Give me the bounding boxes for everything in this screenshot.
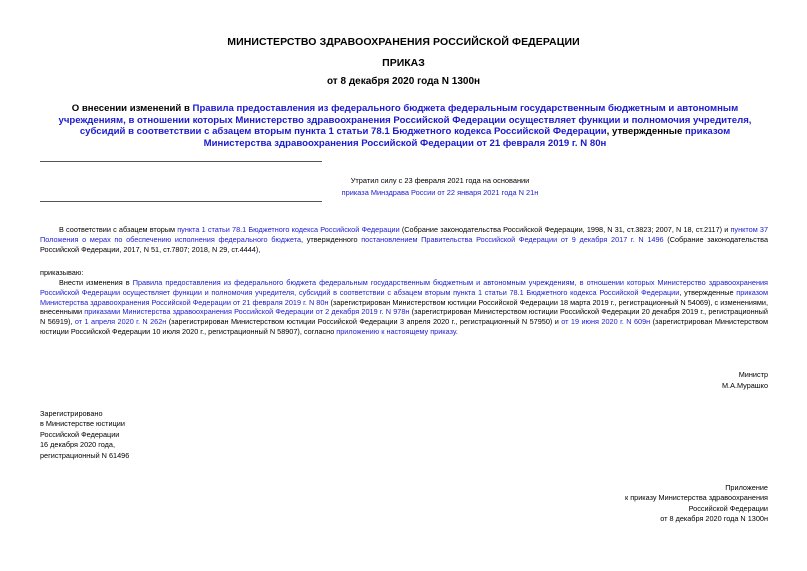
title-text-pre: О внесении изменений в: [71, 103, 193, 114]
lost-force-note: [300, 175, 580, 199]
rules-link[interactable]: Правила предоставления из федерального бюджета федеральным государственным бюджетным и автономным учреждениям, в отношении которых Министерство здравоохранения Российской Федерации осуществляет функции и полномочия учредителя, субсидий в соответствии с абзацем вторым пункта 1 статьи 78.1 Бюджетного кодекса Российской Федерации: [40, 278, 769, 297]
signer-name: М.А.Мурашко: [721, 381, 768, 390]
registration-line: регистрационный N 61496: [40, 450, 130, 460]
appendix-line: к приказу Министерства здравоохранения: [624, 493, 768, 503]
document-title: [52, 103, 758, 149]
operative-text: (зарегистрирован Министерством юстиции Российской Федерации 18 марта 2019 г., регистрационный N 54069), с изменениями, внесенными: [40, 297, 768, 317]
signature-block: [722, 369, 768, 391]
orders-word: приказываю:: [40, 268, 84, 277]
appendix-line: от 8 декабря 2020 года N 1300н: [660, 514, 768, 524]
operative-text: (зарегистрирован Министерством юстиции Российской Федерации 3 апреля 2020 г., регистрационный N 57950) и: [166, 317, 562, 327]
order-80n-link[interactable]: приказом Министерства здравоохранения Российской Федерации от 21 февраля 2019 г. N 80н: [40, 287, 769, 307]
registration-line: Российской Федерации: [40, 429, 120, 439]
preamble-text: , утвержденного: [301, 234, 362, 244]
operative-text: , утвержденные: [679, 287, 737, 297]
title-order-link[interactable]: приказом Министерства здравоохранения Российской Федерации от 21 февраля 2019 г. N 80н: [203, 126, 731, 149]
order-date-number: от 8 декабря 2020 года N 1300н: [326, 76, 481, 87]
order-978n-link[interactable]: приказами Министерства здравоохранения Российской Федерации от 2 декабря 2019 г. N 978н: [84, 307, 410, 317]
divider-top: [40, 161, 322, 162]
operative-paragraph: [40, 278, 768, 337]
appendix-line: Приложение: [725, 483, 768, 492]
operative-text: .: [455, 326, 458, 336]
operative-text: (зарегистрирован Министерством юстиции Российской Федерации 10 июля 2020 г., регистрационный N 58907), согласно: [40, 317, 768, 336]
preamble-paragraph: [40, 225, 768, 254]
lost-force-link[interactable]: приказа Минздрава России от 22 января 2021 года N 21н: [341, 188, 539, 197]
preamble-text: (Собрание законодательства Российской Федерации, 2017, N 51, ст.7807; 2018, N 29, ст.4444),: [40, 234, 768, 254]
lost-force-text: Утратил силу с 23 февраля 2021 года на основании: [350, 176, 530, 185]
order-609n-link[interactable]: от 19 июня 2020 г. N 609н: [561, 317, 651, 327]
title-text-mid: , утвержденные: [606, 126, 686, 138]
appendix-block: [625, 483, 768, 525]
operative-text: (зарегистрирован Министерством юстиции Российской Федерации 20 декабря 2019 г., регистрационный N 56919),: [40, 307, 768, 327]
order-262n-link[interactable]: от 1 апреля 2020 г. N 262н: [74, 317, 167, 327]
operative-text: Внести изменения в: [59, 278, 133, 287]
registration-line: 16 декабря 2020 года,: [40, 440, 116, 450]
ministry-heading: МИНИСТЕРСТВО ЗДРАВООХРАНЕНИЯ РОССИЙСКОЙ ФЕДЕРАЦИИ: [227, 36, 580, 48]
registration-block: [40, 409, 129, 461]
regulation-link[interactable]: пунктом 37 Положения о мерах по обеспечению исполнения федерального бюджета: [40, 225, 768, 244]
order-heading: ПРИКАЗ: [382, 57, 425, 69]
title-rules-link[interactable]: Правила предоставления из федерального бюджета федеральным государственным бюджетным и автономным учреждениям, в отношении которых Министерство здравоохранения Российской Федерации осуществляет функции и полномочия учредителя, субсидий в соответствии с абзацем вторым пункта 1 статьи 78.1 Бюджетного кодекса Российской Федерации: [58, 103, 752, 138]
preamble-text: В соответствии с абзацем вторым: [59, 225, 178, 234]
government-decree-link[interactable]: постановлением Правительства Российской Федерации от 9 декабря 2017 г. N 1496: [361, 234, 664, 244]
registration-line: в Министерстве юстиции: [40, 419, 125, 429]
preamble-text: (Собрание законодательства Российской Федерации, 1998, N 31, ст.3823; 2007, N 18, ст.2117) и: [399, 225, 731, 234]
registration-line: Зарегистрировано: [40, 409, 103, 418]
appendix-link[interactable]: приложению к настоящему приказу: [336, 326, 456, 336]
appendix-line: Российской Федерации: [688, 503, 768, 513]
signer-role: Министр: [738, 370, 768, 379]
budget-code-link[interactable]: пункта 1 статьи 78.1 Бюджетного кодекса Российской Федерации: [177, 225, 400, 234]
divider-bottom: [40, 201, 322, 202]
